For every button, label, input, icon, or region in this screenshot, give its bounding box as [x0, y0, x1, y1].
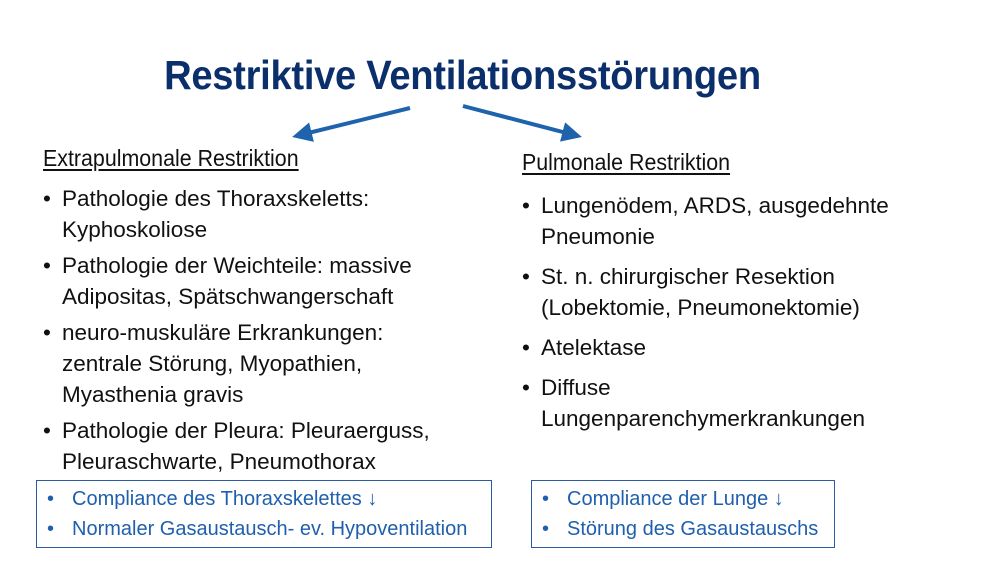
bullet-icon: •: [522, 264, 530, 289]
bullet-icon: •: [43, 320, 51, 345]
bullet-icon: •: [47, 488, 55, 510]
list-item: • St. n. chirurgischer Resektion (Lobektomie, Pneumonektomie): [522, 261, 962, 323]
extrapulmonary-summary-box: [36, 480, 492, 548]
slide-title: Restriktive Ventilationsstörungen: [164, 52, 761, 98]
pulmonary-summary-box: [531, 480, 835, 548]
list-item: • Diffuse Lungenparenchymerkrankungen: [522, 372, 962, 434]
pulmonary-column: [522, 149, 962, 443]
bullet-icon: •: [522, 375, 530, 400]
bullet-icon: •: [522, 193, 530, 218]
list-item: • Lungenödem, ARDS, ausgedehnte Pneumonie: [522, 190, 962, 252]
list-item: • Pathologie des Thoraxskeletts: Kyphoskoliose: [43, 183, 503, 245]
bullet-icon: •: [43, 253, 51, 278]
bullet-icon: •: [542, 488, 550, 510]
extrapulmonary-column: [43, 145, 503, 482]
summary-item: • Compliance der Lunge ↓: [542, 484, 824, 514]
summary-item: • Störung des Gasaustauschs: [542, 514, 824, 544]
list-item: • neuro-muskuläre Erkrankungen: zentrale Störung, Myopathien, Myasthenia gravis: [43, 317, 503, 410]
list-item: • Pathologie der Pleura: Pleuraerguss, Pleuraschwarte, Pneumothorax: [43, 415, 503, 477]
arrow-left: [296, 108, 410, 136]
extrapulmonary-heading: Extrapulmonale Restriktion: [43, 145, 299, 171]
bullet-icon: •: [542, 518, 550, 540]
list-item: • Pathologie der Weichteile: massive Adipositas, Spätschwangerschaft: [43, 250, 503, 312]
summary-item: • Normaler Gasaustausch- ev. Hypoventilation: [47, 514, 481, 544]
arrow-right: [463, 106, 578, 136]
bullet-icon: •: [522, 335, 530, 360]
pulmonary-list: [522, 190, 962, 434]
extrapulmonary-list: [43, 183, 503, 477]
pulmonary-heading: Pulmonale Restriktion: [522, 149, 731, 175]
bullet-icon: •: [43, 418, 51, 443]
summary-item: • Compliance des Thoraxskelettes ↓: [47, 484, 481, 514]
list-item: • Atelektase: [522, 332, 962, 363]
bullet-icon: •: [43, 186, 51, 211]
bullet-icon: •: [47, 518, 55, 540]
